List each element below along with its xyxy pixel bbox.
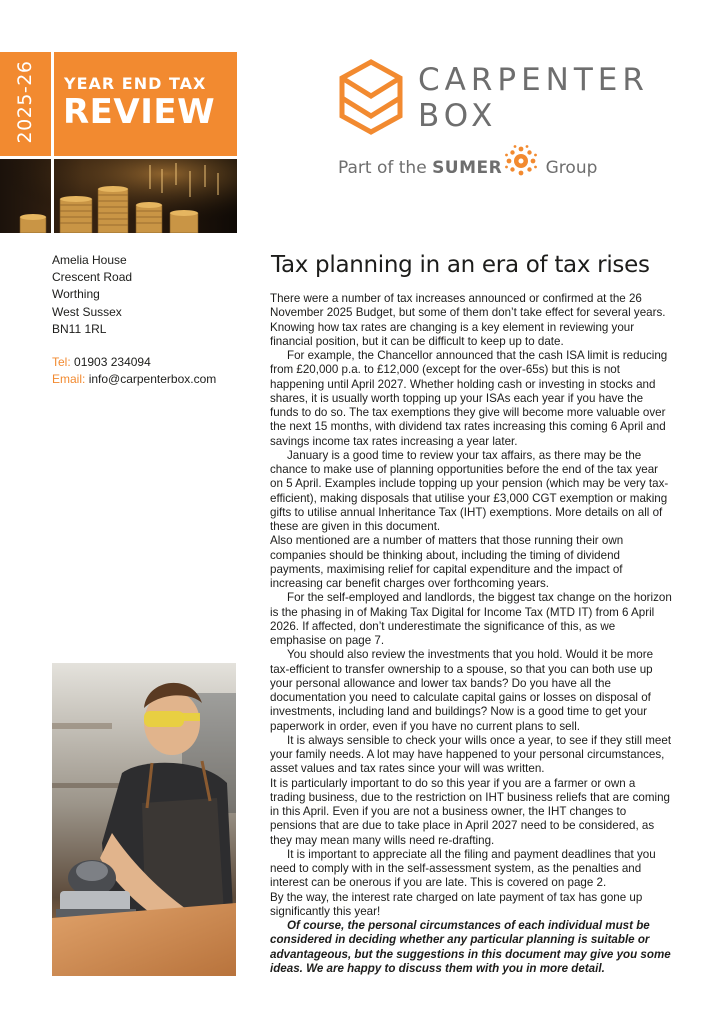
coins-photo bbox=[0, 159, 237, 233]
banner-photo-divider bbox=[51, 159, 54, 233]
coins-illustration bbox=[0, 159, 237, 233]
banner-year: 2025-26 bbox=[14, 60, 36, 144]
logo-word-carpenter: CARPENTER bbox=[418, 62, 649, 98]
address-line: Amelia House bbox=[52, 253, 127, 267]
group-suffix: Group bbox=[540, 158, 598, 178]
logo-word-box: BOX bbox=[418, 98, 498, 134]
group-prefix: Part of the bbox=[338, 158, 433, 178]
article-paragraph: January is a good time to review your tax affairs, as there may be the chance to make use of planning opportunities before the end of the tax year on 5 April. Examples include topping up your pension (which may be very tax-efficient), making disposals that utilise your £3,000 CGT exemption or making gifts to utilise annual Inheritance Tax (IHT) exemptions. More details on all of these are given in this document. bbox=[270, 448, 669, 533]
article-heading: Tax planning in an era of tax rises bbox=[271, 252, 650, 278]
year-end-banner bbox=[0, 52, 237, 233]
carpenter-box-logo bbox=[336, 58, 649, 188]
craftsman-photo bbox=[52, 663, 236, 976]
sumer-brand: SUMER bbox=[432, 158, 503, 178]
contact-details bbox=[52, 354, 216, 388]
email-label: Email: bbox=[52, 372, 86, 386]
address-line: Worthing bbox=[52, 287, 100, 302]
telephone-label: Tel: bbox=[52, 355, 71, 369]
address-line: BN11 1RL bbox=[52, 321, 107, 336]
article-closing-paragraph: Of course, the personal circumstances of each individual must be considered in deciding whether any particular planning is suitable or advantageous, but the suggestions in this document may give you some ideas. We are happy to discuss them with you in more detail. bbox=[270, 919, 671, 975]
address-line: West Sussex bbox=[52, 304, 122, 319]
article-paragraph: There were a number of tax increases announced or confirmed at the 26 November 2025 Budget, but some of them don’t take effect for several years. Knowing how tax rates are changing is a key element in reviewing your financial position, but it can be difficult to keep up to date. bbox=[270, 292, 666, 348]
article-paragraph: You should also review the investments that you hold. Would it be more tax-efficient to transfer ownership to a spouse, so that you can both use up your personal allowance and lower tax bands? Do you have all the documentation you need to calculate capital gains or losses on disposal of investments, including land and buildings? Now is a good time to get your paperwork in order, even if you have no current plans to sell. bbox=[270, 648, 654, 733]
article-paragraph: It is important to appreciate all the filing and payment deadlines that you need to comply with in the self-assessment system, as the penalties and interest can be onerous if you are late. This is covered on page 2. bbox=[270, 847, 656, 890]
telephone-row bbox=[52, 354, 216, 371]
banner-year-column bbox=[0, 52, 51, 156]
article-paragraph: It is always sensible to check your wills once a year, to see if they still meet your family needs. A lot may have happened to your personal circumstances, asset values and tax rates since your will was written. bbox=[270, 733, 672, 776]
email-row bbox=[52, 371, 216, 388]
sumer-icon bbox=[504, 144, 538, 178]
article-paragraph: For the self-employed and landlords, the biggest tax change on the horizon is the phasing in of Making Tax Digital for Income Tax (MTD IT) from 6 April 2026. If affected, don’t underestimate the significance of this, as we emphasise on page 7. bbox=[270, 591, 672, 647]
address-line: Crescent Road bbox=[52, 270, 133, 285]
sumer-group-line bbox=[338, 158, 597, 178]
banner-subtitle: YEAR END TAX bbox=[64, 74, 207, 93]
article-paragraph: For example, the Chancellor announced that the cash ISA limit is reducing from £20,000 p.a. to £12,000 (except for the over-65s) but this is not happening until April 2027. Whether holding cash or investing in stocks and shares, it is usually worth topping up your ISAs each year if you have the funds to do so. The tax exemptions they give will become more valuable over the next 15 months, with dividend tax rates increasing this coming 6 April and savings income tax rates increasing a year later. bbox=[270, 349, 668, 448]
craftsman-illustration bbox=[52, 663, 236, 976]
banner-title-block bbox=[54, 52, 237, 156]
telephone-number[interactable]: 01903 234094 bbox=[74, 355, 151, 369]
carpenter-box-logo-icon bbox=[336, 58, 406, 138]
article-paragraph: It is particularly important to do so this year if you are a farmer or own a trading business, due to the restriction on IHT business reliefs that are coming in this April. Even if you are not a business owner, the IHT changes to pensions that are due to take place in April 2027 need to be considered, as they may mean many wills need re-drafting. bbox=[270, 776, 670, 847]
office-address bbox=[52, 252, 132, 338]
email-address[interactable]: info@carpenterbox.com bbox=[88, 372, 217, 386]
article-paragraph: Also mentioned are a number of matters that those running their own companies should be thinking about, including the timing of dividend payments, maximising relief for capital expenditure and the impact of increasing car benefit charges over forthcoming years. bbox=[270, 534, 624, 590]
article-paragraph: By the way, the interest rate charged on late payment of tax has gone up significantly this year! bbox=[270, 890, 643, 918]
article-body bbox=[270, 292, 674, 976]
banner-title: REVIEW bbox=[63, 92, 216, 132]
